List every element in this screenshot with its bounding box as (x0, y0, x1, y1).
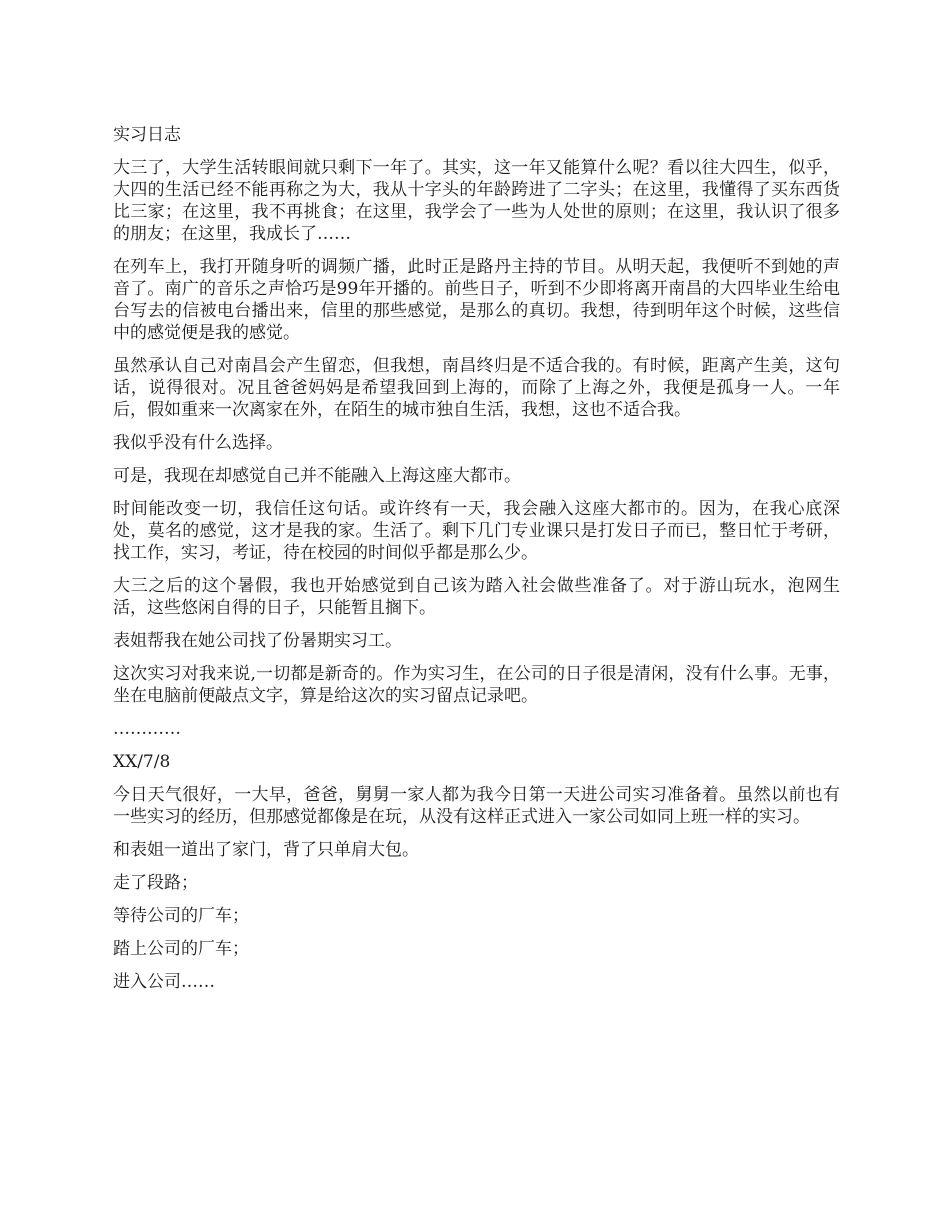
paragraph-2: 在列车上，我打开随身听的调频广播，此时正是路丹主持的节目。从明天起，我便听不到她的声音了。南广的音乐之声恰巧是99年开播的。前些日子，听到不少即将离开南昌的大四毕业生给电台写去的信被电台播出来，信里的那些感觉，是那么的真切。我想，待到明年这个时候，这些信中的感觉便是我的感觉。 (113, 257, 840, 343)
paragraph-15: 进入公司…… (113, 972, 215, 992)
paragraph-11: 和表姐一道出了家门，背了只单肩大包。 (113, 840, 419, 860)
paragraph-10: 今日天气很好，一大早，爸爸，舅舅一家人都为我今日第一天进公司实习准备着。虽然以前也有一些实习的经历，但那感觉都像是在玩，从没有这样正式进入一家公司如同上班一样的实习。 (113, 785, 840, 827)
ellipsis-separator: ………… (113, 719, 181, 739)
paragraph-13: 等待公司的厂车； (113, 906, 249, 926)
paragraph-12: 走了段路； (113, 873, 198, 893)
paragraph-3: 虽然承认自己对南昌会产生留恋，但我想，南昌终归是不适合我的。有时候，距离产生美，这句话，说得很对。况且爸爸妈妈是希望我回到上海的，而除了上海之外，我便是孤身一人。一年后，假如重来一次离家在外，在陌生的城市独自生活，我想，这也不适合我。 (113, 356, 840, 420)
paragraph-6: 时间能改变一切，我信任这句话。或许终有一天，我会融入这座大都市的。因为，在我心底深处，莫名的感觉，这才是我的家。生活了。剩下几门专业课只是打发日子而已，整日忙于考研，找工作，实习，考证，待在校园的时间似乎都是那么少。 (113, 499, 840, 563)
entry-date: XX/7/8 (113, 752, 171, 772)
paragraph-14: 踏上公司的厂车； (113, 939, 249, 959)
document-title: 实习日志 (113, 125, 181, 145)
paragraph-8: 表姐帮我在她公司找了份暑期实习工。 (113, 631, 402, 651)
paragraph-1: 大三了，大学生活转眼间就只剩下一年了。其实，这一年又能算什么呢？看以往大四生，似乎，大四的生活已经不能再称之为大，我从十字头的年龄跨进了二字头；在这里，我懂得了买东西货比三家；在这里，我不再挑食；在这里，我学会了一些为人处世的原则；在这里，我认识了很多的朋友；在这里，我成长了…… (113, 158, 840, 244)
paragraph-5: 可是，我现在却感觉自己并不能融入上海这座大都市。 (113, 466, 521, 486)
document-page (113, 124, 840, 1004)
paragraph-7: 大三之后的这个暑假，我也开始感觉到自己该为踏入社会做些准备了。对于游山玩水，泡网生活，这些悠闲自得的日子，只能暂且搁下。 (113, 576, 840, 618)
paragraph-9: 这次实习对我来说,一切都是新奇的。作为实习生，在公司的日子很是清闲，没有什么事。无事，坐在电脑前便敲点文字，算是给这次的实习留点记录吧。 (113, 664, 840, 706)
paragraph-4: 我似乎没有什么选择。 (113, 433, 283, 453)
